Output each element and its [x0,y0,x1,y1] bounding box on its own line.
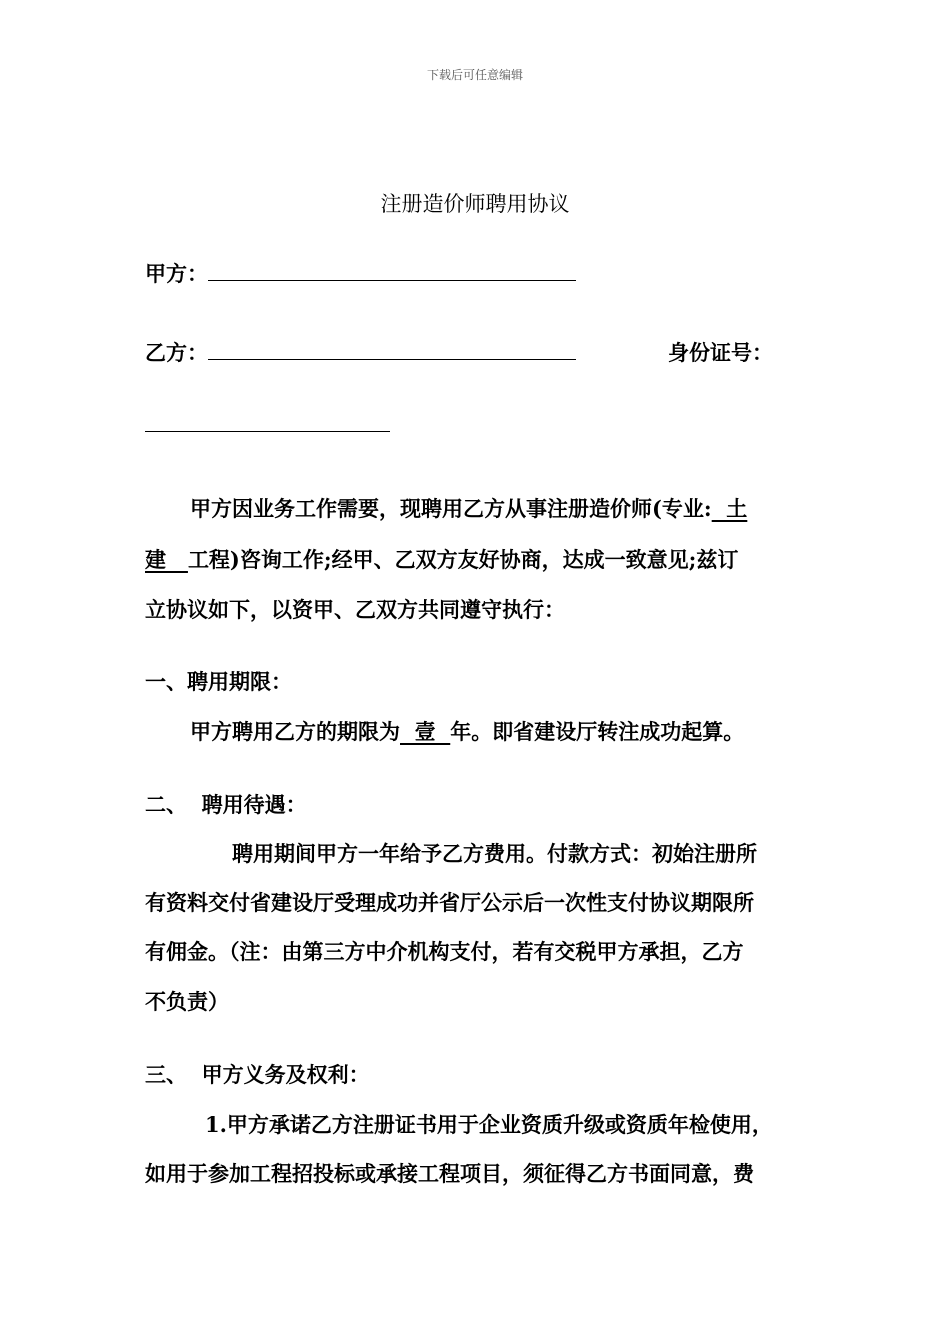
section1-text-pre: 甲方聘用乙方的期限为 [190,719,400,744]
intro-line-3: 立协议如下，以资甲、乙双方共同遵守执行： [145,597,565,622]
section2-line-4: 不负责） [145,989,229,1014]
id-blank [145,431,390,432]
section1-text [190,716,744,746]
document-title: 注册造价师聘用协议 [380,192,570,216]
party-a-label: 甲方： [145,261,208,286]
section3-line-1: 1.甲方承诺乙方注册证书用于企业资质升级或资质年检使用， [205,1112,773,1137]
party-a-blank [208,280,576,281]
section2-line-1: 聘用期间甲方一年给予乙方费用。付款方式：初始注册所 [232,841,757,866]
section3-heading: 三、 甲方义务及权利： [145,1062,370,1087]
id-label: 身份证号： [668,340,773,365]
section1-heading: 一、聘用期限： [145,669,292,694]
term-fill: 壹 [400,719,451,744]
major-fill-1: 土 [711,496,748,521]
section2-heading: 二、 聘用待遇： [145,792,307,817]
intro-line-1 [190,493,747,523]
intro-line-2-text: 工程)咨询工作;经甲、乙双方友好协商，达成一致意见;兹订 [187,547,739,572]
party-b-label: 乙方： [145,340,208,365]
major-fill-2: 建 [145,547,188,572]
section2-line-2: 有资料交付省建设厅受理成功并省厅公示后一次性支付协议期限所 [145,890,754,915]
party-b-line [145,337,576,367]
party-a-line [145,258,576,288]
party-b-blank [208,359,576,360]
section1-text-post: 年。即省建设厅转注成功起算。 [450,719,745,744]
section3-line-2: 如用于参加工程招投标或承接工程项目，须征得乙方书面同意，费 [145,1161,754,1186]
header-note: 下载后可任意编辑 [426,68,523,82]
section2-line-3: 有佣金。（注：由第三方中介机构支付，若有交税甲方承担，乙方 [145,939,744,964]
intro-line-1-text: 甲方因业务工作需要，现聘用乙方从事注册造价师(专业: [190,496,712,521]
intro-line-2 [145,544,738,574]
